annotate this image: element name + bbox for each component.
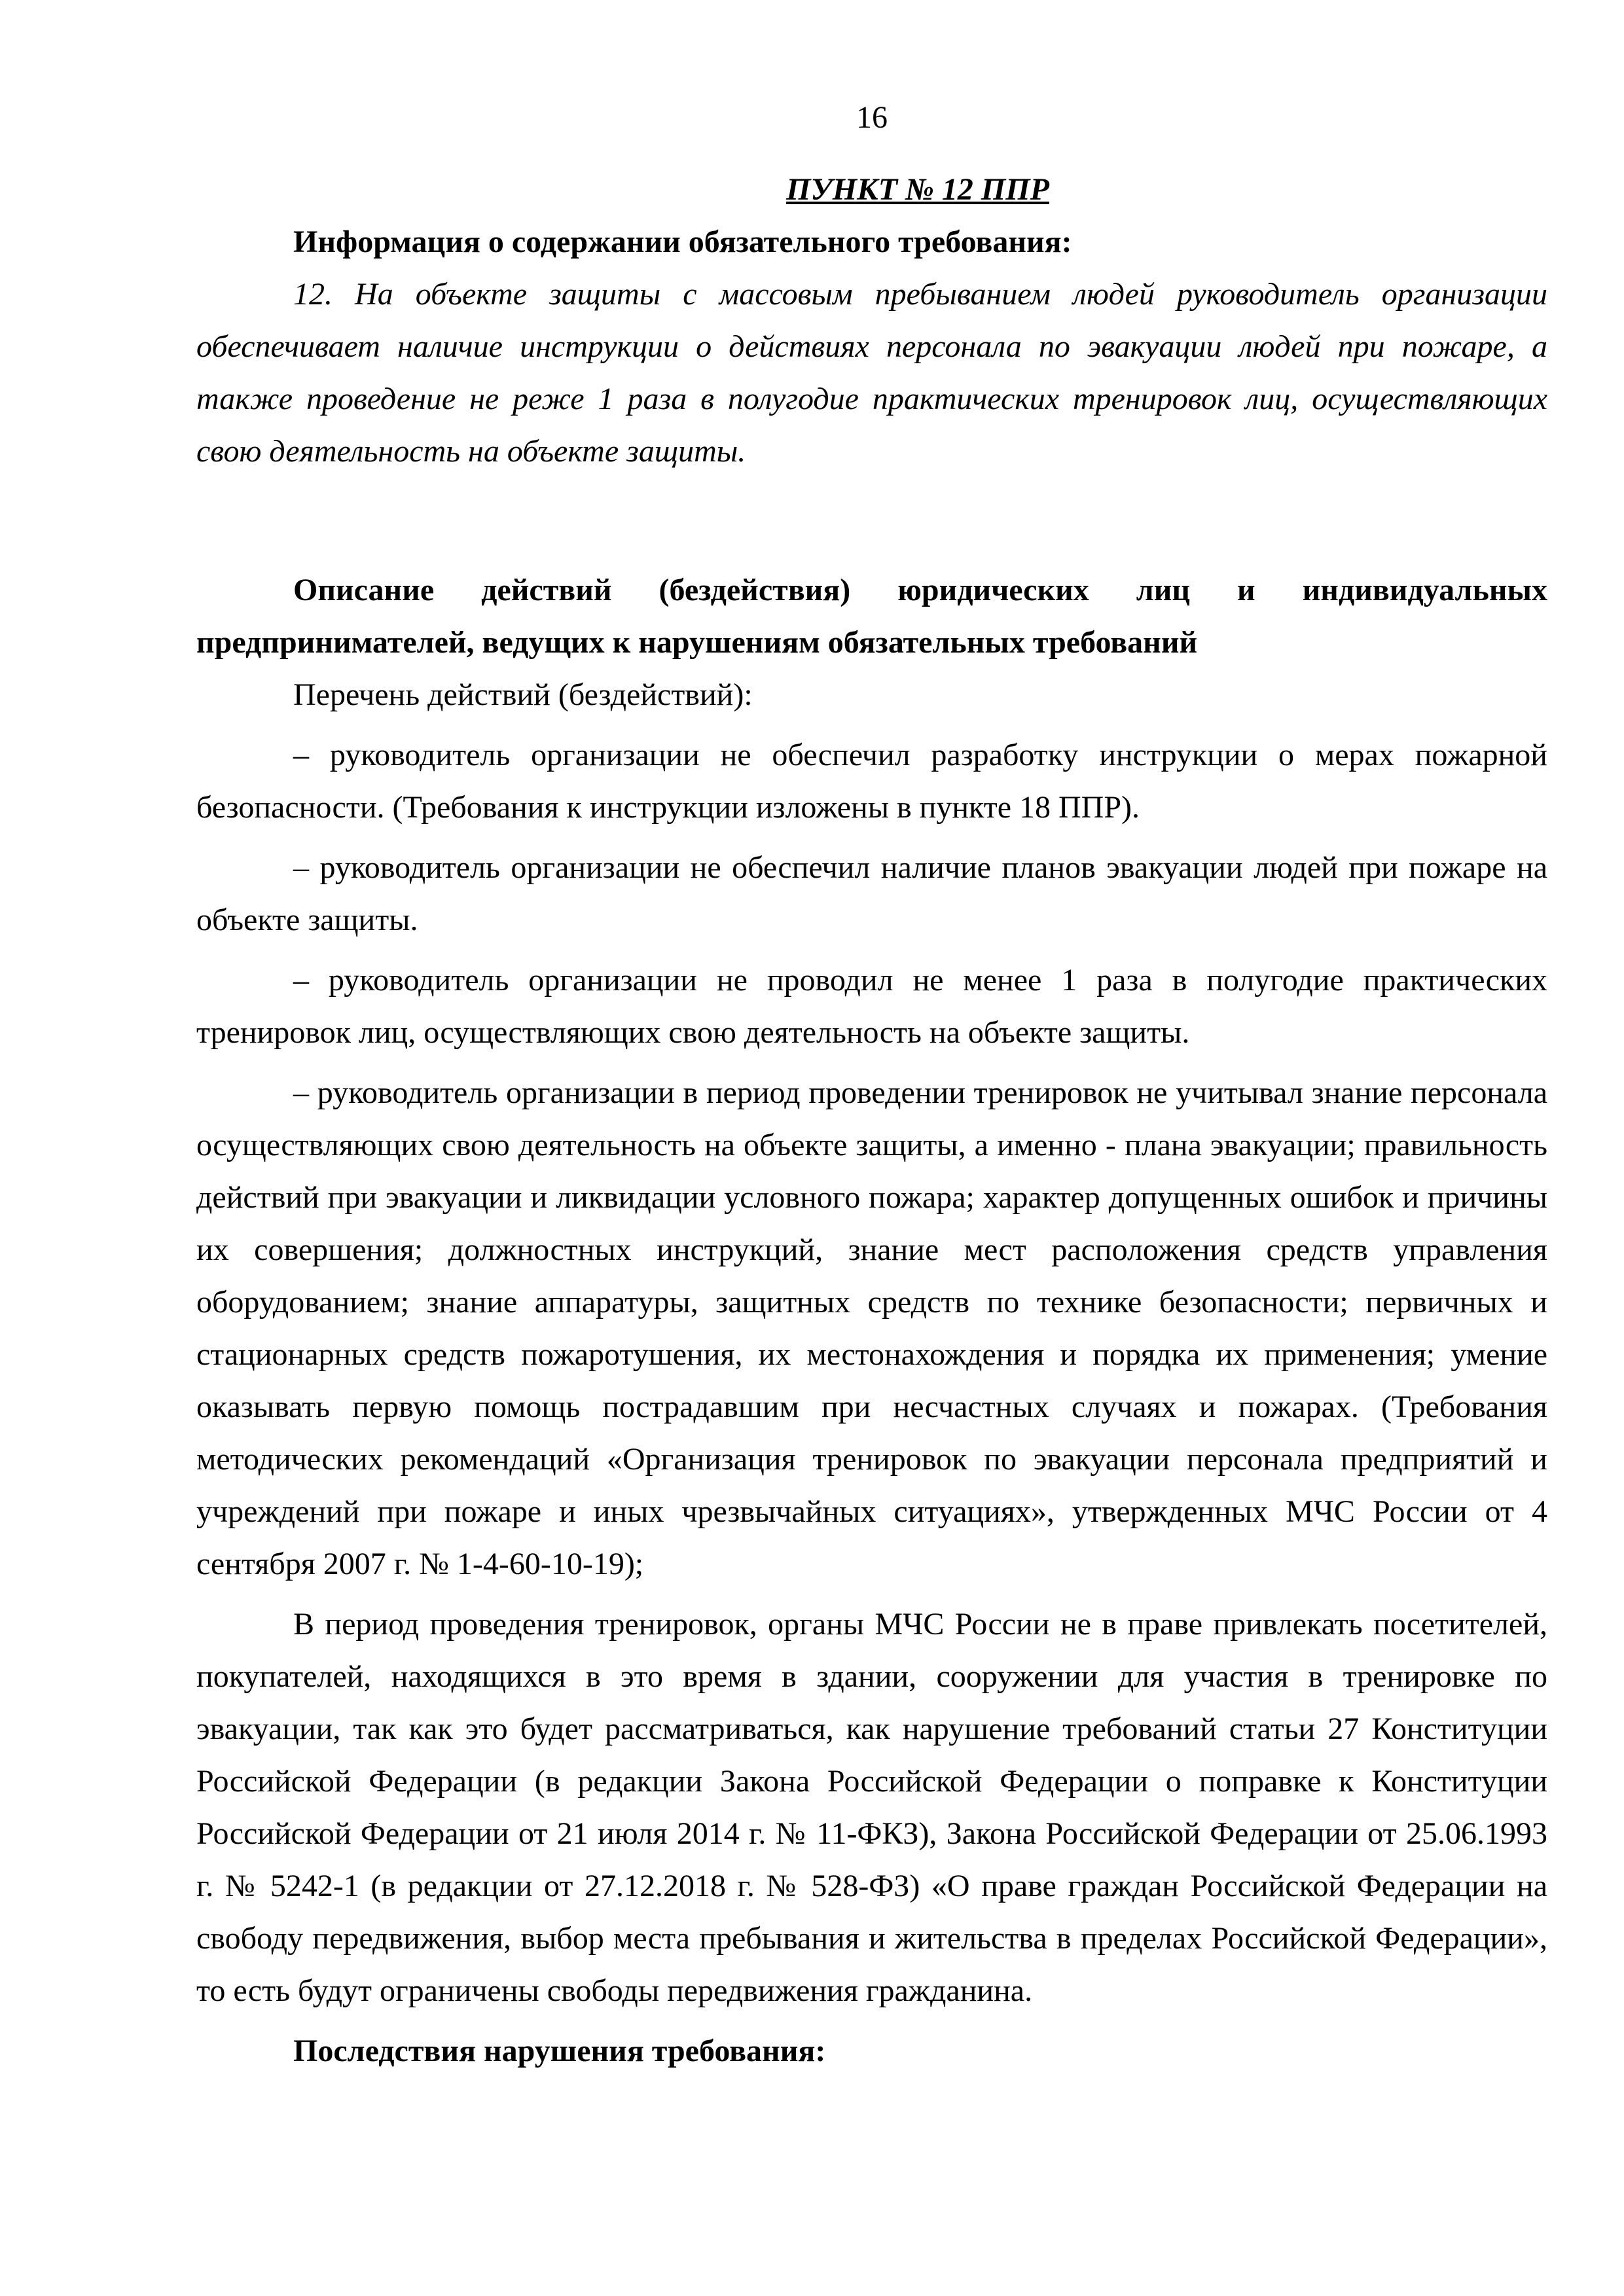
action-item: – руководитель организации не обеспечил разработку инструкции о мерах пожарной безопасности. (Требования к инструкции изложены в пункте 18 ППР).	[196, 738, 1547, 825]
requirement-text: 12. На объекте защиты с массовым пребыванием людей руководитель организации обеспечивает наличие инструкции о действиях персонала по эвакуации людей при пожаре, а также проведение не реже 1 раза в полугодие практических тренировок лиц, осуществляющих свою деятельность на объекте защиты.	[196, 277, 1547, 469]
info-heading: Информация о содержании обязательного требования:	[293, 224, 1072, 259]
consequences-heading: Последствия нарушения требования:	[293, 2034, 826, 2068]
action-item: – руководитель организации в период проведении тренировок не учитывал знание персонала осуществляющих свою деятельность на объекте защиты, а именно - плана эвакуации; правильность действий при эвакуации и ликвидации условного пожара; характер допущенных ошибок и причины их совершения; должностных инструкций, знание мест расположения средств управления оборудованием; знание аппаратуры, защитных средств по технике безопасности; первичных и стационарных средств пожаротушения, их местонахождения и порядка их применения; умение оказывать первую помощь пострадавшим при несчастных случаях и пожарах. (Требования методических рекомендаций «Организация тренировок по эвакуации персонала предприятий и учреждений при пожаре и иных чрезвычайных ситуациях», утвержденных МЧС России от 4 сентября 2007 г. № 1-4-60-10-19);	[196, 1075, 1547, 1581]
document-page	[196, 92, 1547, 2077]
action-item: – руководитель организации не проводил не менее 1 раза в полугодие практических тренировок лиц, осуществляющих свою деятельность на объекте защиты.	[196, 963, 1547, 1050]
actions-intro: Перечень действий (бездействий):	[293, 677, 753, 712]
description-heading: Описание действий (бездействия) юридических лиц и индивидуальных предпринимателей, ведущих к нарушениям обязательных требований	[196, 573, 1547, 660]
page-number: 16	[856, 100, 888, 135]
action-item: – руководитель организации не обеспечил наличие планов эвакуации людей при пожаре на объекте защиты.	[196, 850, 1547, 937]
section-title: ПУНКТ № 12 ППР	[786, 172, 1049, 207]
note-paragraph: В период проведения тренировок, органы МЧС России не в праве привлекать посетителей, покупателей, находящихся в это время в здании, сооружении для участия в тренировке по эвакуации, так как это будет рассматриваться, как нарушение требований статьи 27 Конституции Российской Федерации (в редакции Закона Российской Федерации о поправке к Конституции Российской Федерации от 21 июля 2014 г. № 11-ФКЗ), Закона Российской Федерации от 25.06.1993 г. № 5242-1 (в редакции от 27.12.2018 г. № 528-ФЗ) «О праве граждан Российской Федерации на свободу передвижения, выбор места пребывания и жительства в пределах Российской Федерации», то есть будут ограничены свободы передвижения гражданина.	[196, 1607, 1547, 2008]
